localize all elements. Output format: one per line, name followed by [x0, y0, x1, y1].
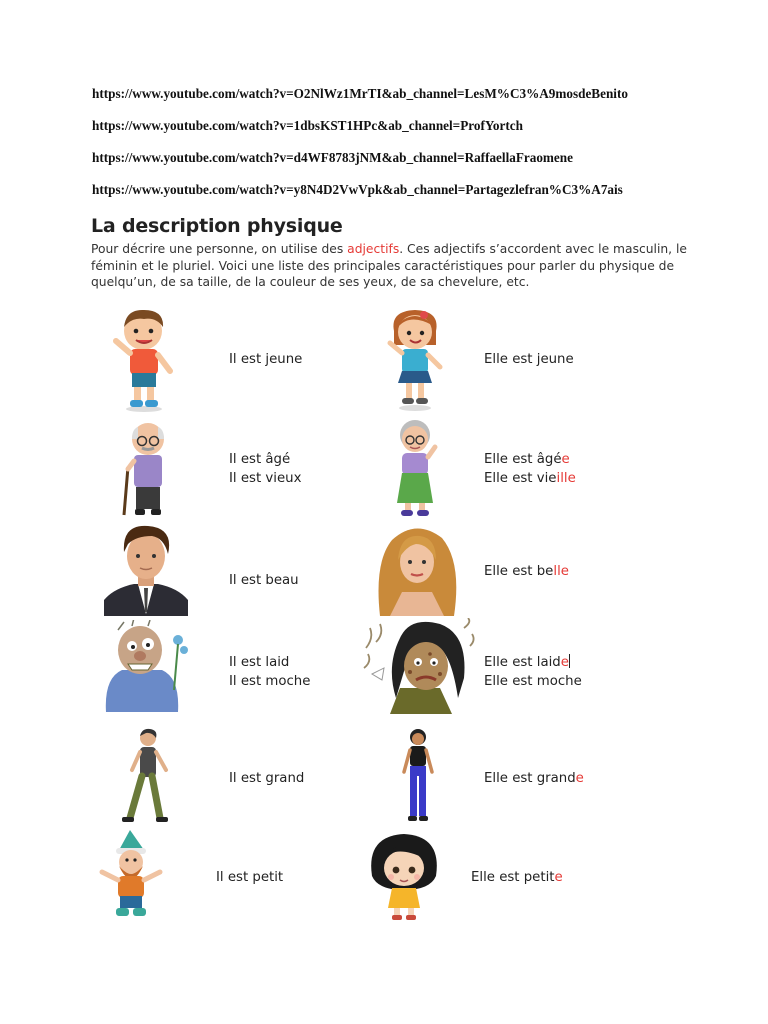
- intro-paragraph: [91, 241, 691, 291]
- caption-fem-row2: [484, 450, 576, 488]
- caption-masc-row4: [229, 653, 310, 691]
- caption-masc-row2: [229, 450, 301, 488]
- intro-highlight: adjectifs: [347, 242, 400, 256]
- fem-suffix: e: [560, 655, 569, 670]
- old-woman-illustration: [385, 417, 445, 519]
- caption-masc-row1: [229, 350, 302, 369]
- fem-line: [484, 769, 584, 788]
- caption-fem-row6: [471, 868, 563, 887]
- masc-line: Il est petit: [216, 870, 284, 885]
- beautiful-woman-illustration: [372, 522, 462, 616]
- handsome-man-illustration: [104, 522, 188, 616]
- fem-line: [484, 450, 576, 469]
- caption-fem-row5: [484, 769, 584, 788]
- fem-suffix: e: [575, 771, 584, 786]
- caption-fem-row4: [484, 653, 582, 691]
- ugly-man-illustration: [98, 620, 190, 712]
- old-man-illustration: [118, 417, 178, 519]
- young-girl-illustration: [380, 305, 450, 411]
- tall-woman-illustration: [398, 726, 438, 826]
- section-title: La description physique: [91, 215, 343, 237]
- fem-suffix: e: [554, 870, 563, 885]
- fem-line: [484, 350, 574, 369]
- fem-base: Elle est moche: [484, 674, 582, 689]
- intro-text-start: Pour décrire une personne, on utilise des: [91, 242, 348, 256]
- fem-line: [484, 562, 569, 581]
- fem-suffix: lle: [553, 564, 569, 579]
- masc-line: Il est vieux: [229, 471, 302, 486]
- text-cursor: [569, 654, 570, 668]
- youtube-link-1[interactable]: https://www.youtube.com/watch?v=O2NlWz1MrTI&ab_channel=LesM%C3%A9mosdeBenito: [92, 86, 628, 101]
- fem-base: Elle est jeune: [484, 352, 574, 367]
- fem-base: Elle est âgé: [484, 452, 562, 467]
- ugly-woman-illustration: [360, 618, 475, 714]
- masc-line: Il est âgé: [229, 452, 291, 467]
- masc-line: Il est jeune: [229, 352, 303, 367]
- young-boy-illustration: [108, 305, 180, 413]
- short-dwarf-illustration: [96, 830, 168, 920]
- fem-suffix: ille: [556, 471, 576, 486]
- youtube-link-4[interactable]: https://www.youtube.com/watch?v=y8N4D2VwVpk&ab_channel=Partagezlefran%C3%A7ais: [92, 182, 623, 197]
- caption-masc-row5: [229, 769, 304, 788]
- fem-base: Elle est vie: [484, 471, 557, 486]
- fem-suffix: e: [561, 452, 570, 467]
- caption-fem-row1: [484, 350, 574, 369]
- tall-man-illustration: [116, 726, 176, 826]
- fem-base: Elle est petit: [471, 870, 555, 885]
- fem-base: Elle est grand: [484, 771, 576, 786]
- caption-fem-row3: [484, 562, 569, 581]
- masc-line: Il est moche: [229, 674, 311, 689]
- masc-line: Il est grand: [229, 771, 305, 786]
- fem-line: [484, 653, 582, 672]
- caption-masc-row6: [216, 868, 283, 887]
- fem-base: Elle est be: [484, 564, 554, 579]
- fem-base: Elle est laid: [484, 655, 561, 670]
- fem-line: [484, 672, 582, 691]
- youtube-link-3[interactable]: https://www.youtube.com/watch?v=d4WF8783jNM&ab_channel=RaffaellaFraomene: [92, 150, 573, 165]
- masc-line: Il est beau: [229, 573, 299, 588]
- fem-line: [471, 868, 563, 887]
- short-girl-illustration: [364, 830, 444, 922]
- intro-text-end: . Ces adjectifs s’accordent avec le masculin, le féminin et le pluriel. Voici une liste des principales caractéristiques pour parler du physique de quelqu’un, de sa taille, de la couleur de ses yeux, de sa chevelure, etc.: [91, 242, 687, 290]
- masc-line: Il est laid: [229, 655, 290, 670]
- caption-masc-row3: [229, 571, 299, 590]
- fem-line: [484, 469, 576, 488]
- youtube-link-2[interactable]: https://www.youtube.com/watch?v=1dbsKST1HPc&ab_channel=ProfYortch: [92, 118, 523, 133]
